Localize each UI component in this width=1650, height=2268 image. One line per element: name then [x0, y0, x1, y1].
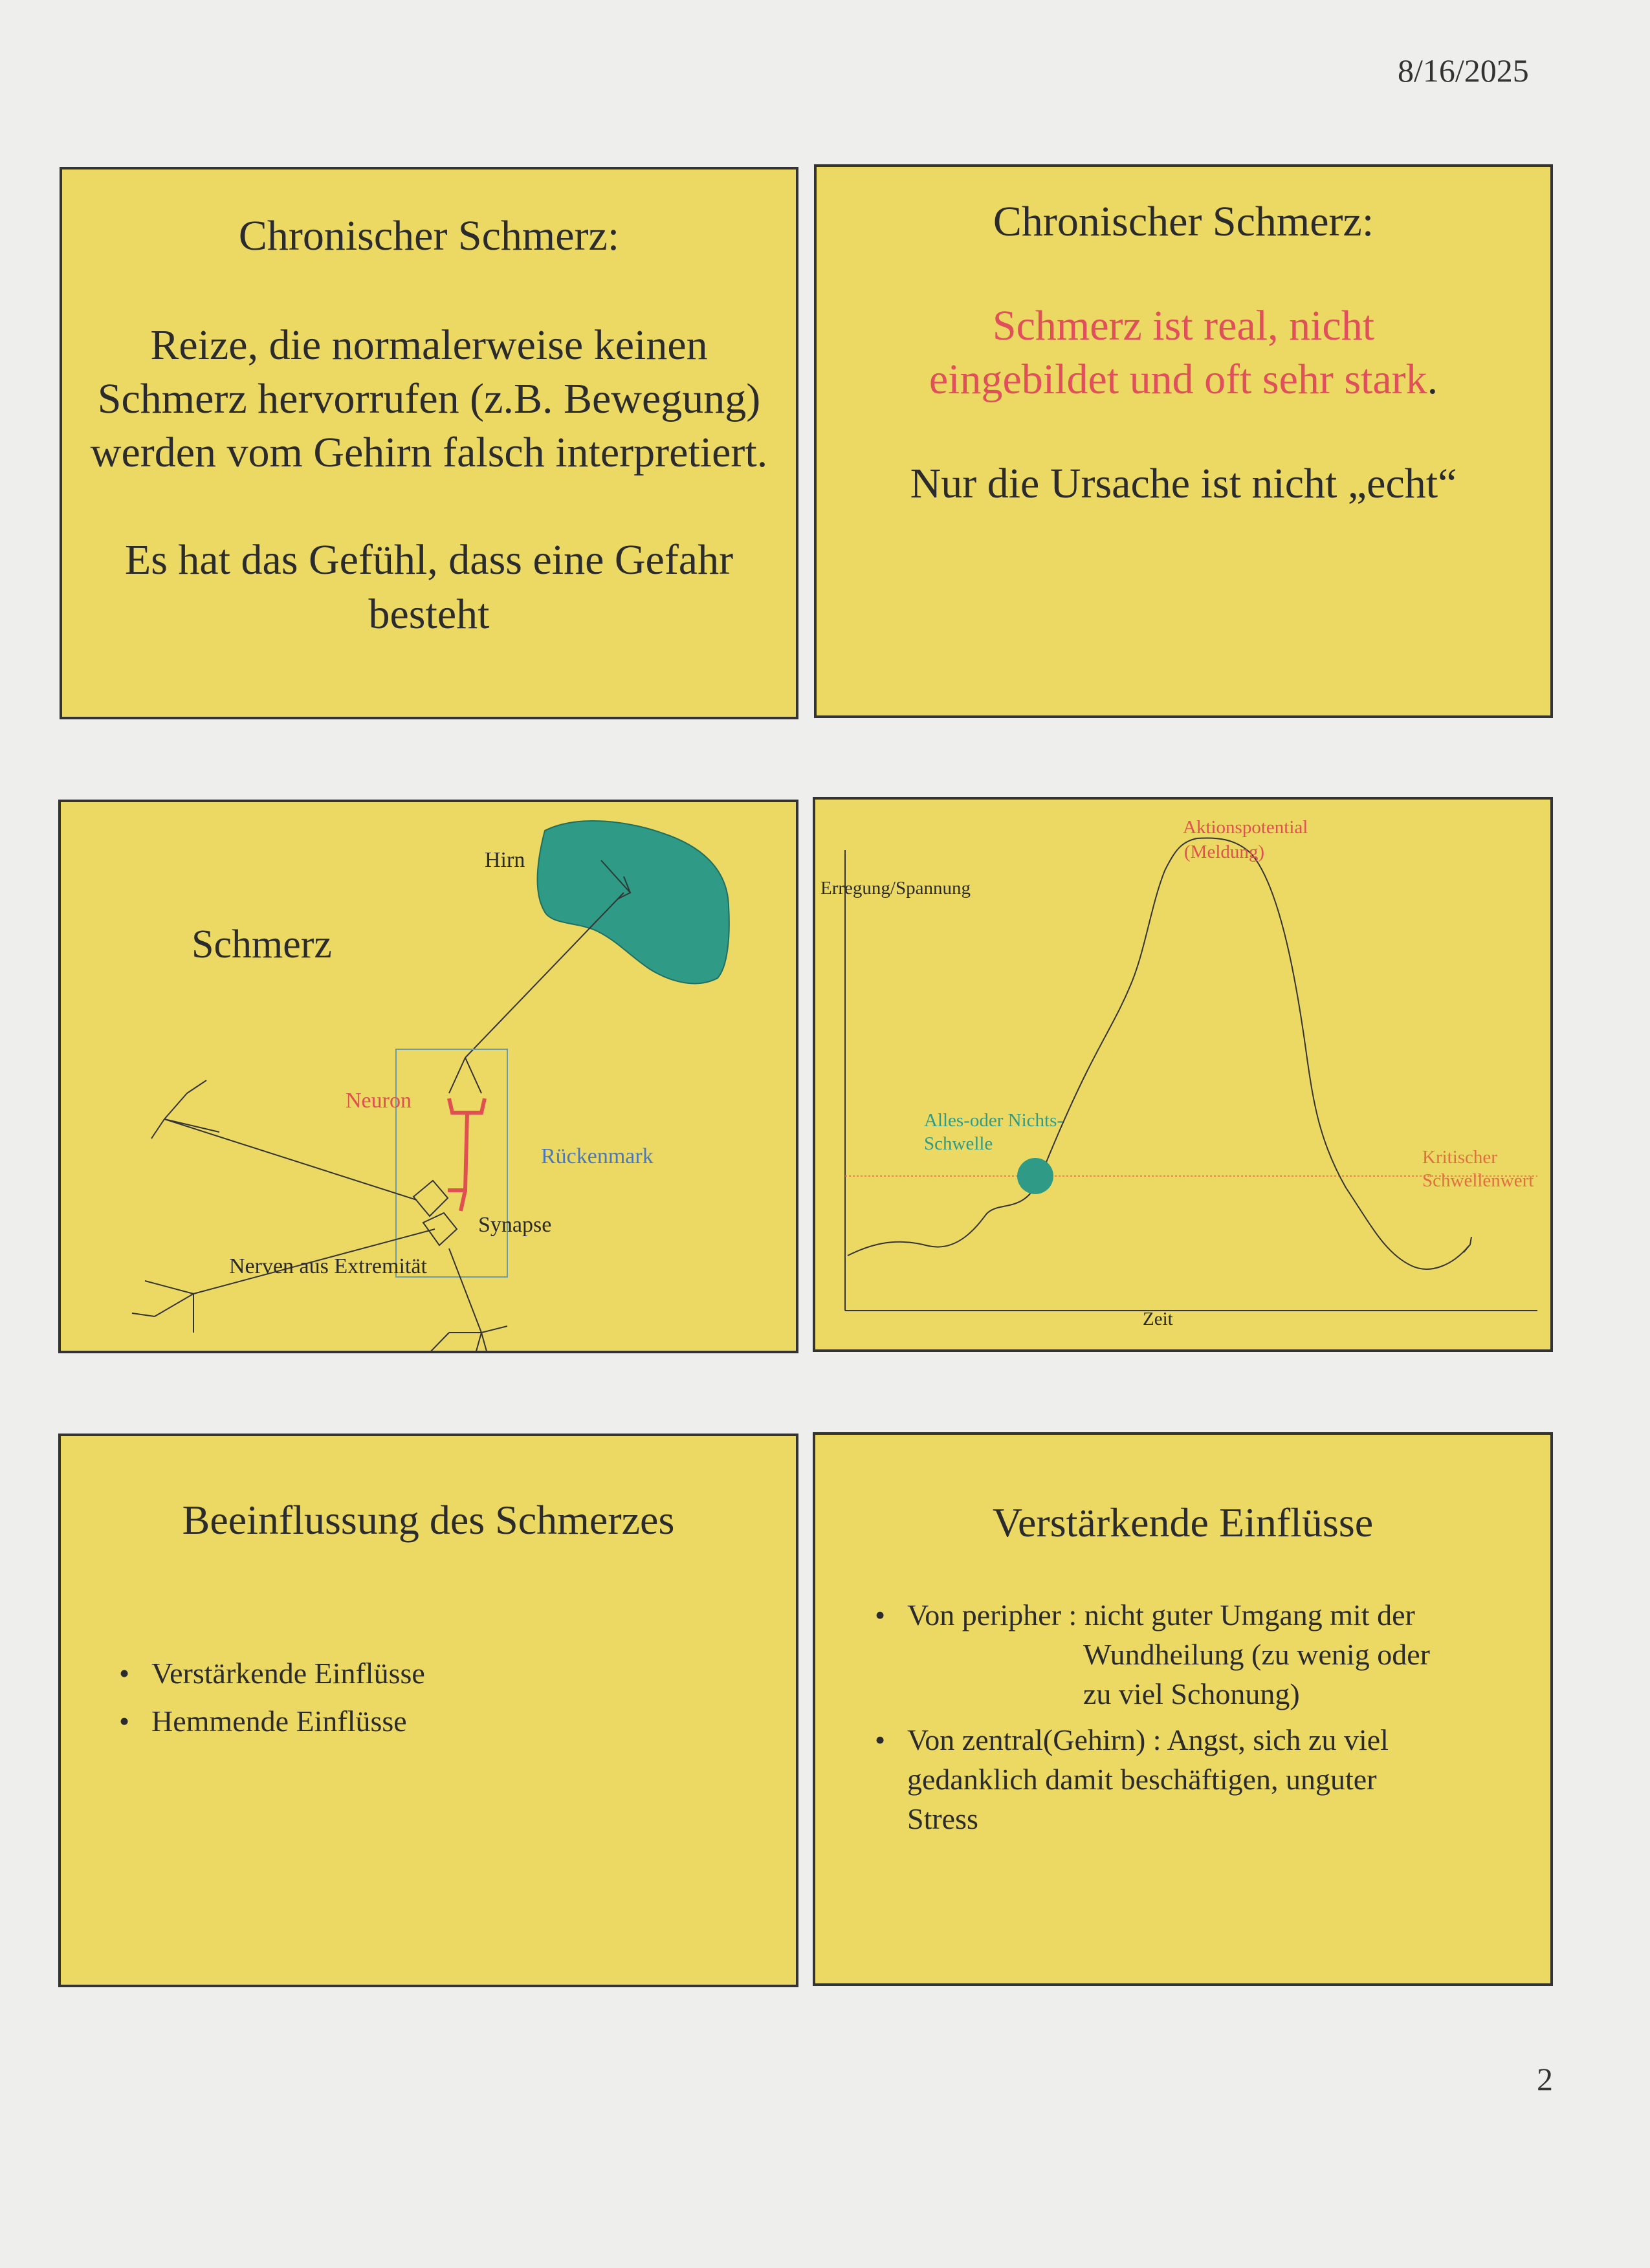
slide-5-title: Beeinflussung des Schmerzes — [182, 1497, 675, 1543]
neuron-shape — [448, 1098, 485, 1211]
bullet-line: zu viel Schonung) — [1083, 1677, 1300, 1710]
slide-6-title: Verstärkende Einflüsse — [992, 1499, 1374, 1545]
bullet-line: gedanklich damit beschäftigen, unguter — [907, 1763, 1377, 1796]
list-item: • Verstärkende Einflüsse — [151, 1650, 425, 1697]
slide-3-diagram — [58, 800, 798, 1353]
y-axis-label: Erregung/Spannung — [820, 878, 971, 899]
slide-6-bullets — [875, 1595, 1541, 1838]
slide-2 — [814, 164, 1553, 718]
bullet-line: Stress — [907, 1802, 978, 1835]
list-item: • Von peripher : nicht guter Umgang mit der Wundheilung (zu wenig oder zu viel Schonung) — [907, 1595, 1541, 1714]
list-item: • Hemmende Einflüsse — [151, 1697, 425, 1745]
slide-3-title: Schmerz — [192, 922, 332, 966]
label-peak: Aktionspotential — [1183, 817, 1308, 838]
slide-1 — [60, 167, 798, 719]
slide-5-bullet-list — [151, 1650, 425, 1745]
slide-1-line: Schmerz hervorrufen (z.B. Bewegung) — [97, 375, 761, 423]
brain-shape — [538, 821, 729, 983]
label-all-or-none-sub: Schwelle — [924, 1133, 993, 1154]
slide-1-body — [62, 318, 796, 641]
slide-2-line: Nur die Ursache ist nicht „echt“ — [910, 460, 1457, 508]
label-critical: Kritischer — [1422, 1147, 1497, 1168]
nerve-diagram — [61, 802, 798, 1353]
slide-1-line: besteht — [368, 590, 490, 638]
label-all-or-none: Alles-oder Nichts- — [924, 1110, 1064, 1131]
spinal-cord-box — [396, 1049, 507, 1277]
slide-1-line: Es hat das Gefühl, dass eine Gefahr — [124, 536, 734, 584]
list-item: • Von zentral(Gehirn) : Angst, sich zu viel gedanklich damit beschäftigen, unguter Stress — [907, 1720, 1541, 1838]
slide-1-line: Reize, die normalerweise keinen — [150, 322, 708, 369]
slide-2-period: . — [1427, 356, 1438, 404]
page-number: 2 — [1537, 2061, 1553, 2097]
bullet-line: Von zentral(Gehirn) : Angst, sich zu viel — [907, 1723, 1389, 1756]
potential-curve — [848, 838, 1469, 1269]
slide-1-line: werden vom Gehirn falsch interpretiert. — [90, 429, 768, 477]
label-spinal-cord: Rückenmark — [541, 1144, 654, 1168]
slide-5 — [58, 1434, 798, 1987]
x-axis-label: Zeit — [1143, 1309, 1173, 1329]
slide-1-title: Chronischer Schmerz: — [238, 212, 620, 259]
slide-2-body — [817, 299, 1550, 510]
print-date: 8/16/2025 — [1398, 52, 1529, 89]
label-nerves: Nerven aus Extremität — [229, 1254, 427, 1278]
bullet-line: Von peripher : nicht guter Umgang mit der — [907, 1598, 1415, 1631]
slide-2-red-line: eingebildet und oft sehr stark — [929, 356, 1427, 404]
label-neuron: Neuron — [346, 1089, 412, 1113]
slide-4-action-potential — [813, 797, 1553, 1352]
label-critical-sub: Schwellenwert — [1422, 1170, 1534, 1191]
slide-6 — [813, 1432, 1553, 1986]
threshold-point — [1017, 1158, 1053, 1194]
label-peak-sub: (Meldung) — [1184, 842, 1265, 862]
bullet-line: Wundheilung (zu wenig oder — [1083, 1638, 1430, 1671]
slide-2-title: Chronischer Schmerz: — [993, 198, 1374, 245]
slide-2-red-line: Schmerz ist real, nicht — [992, 302, 1375, 349]
label-synapse: Synapse — [478, 1213, 552, 1237]
label-brain: Hirn — [485, 848, 525, 872]
action-potential-graph — [815, 800, 1553, 1352]
